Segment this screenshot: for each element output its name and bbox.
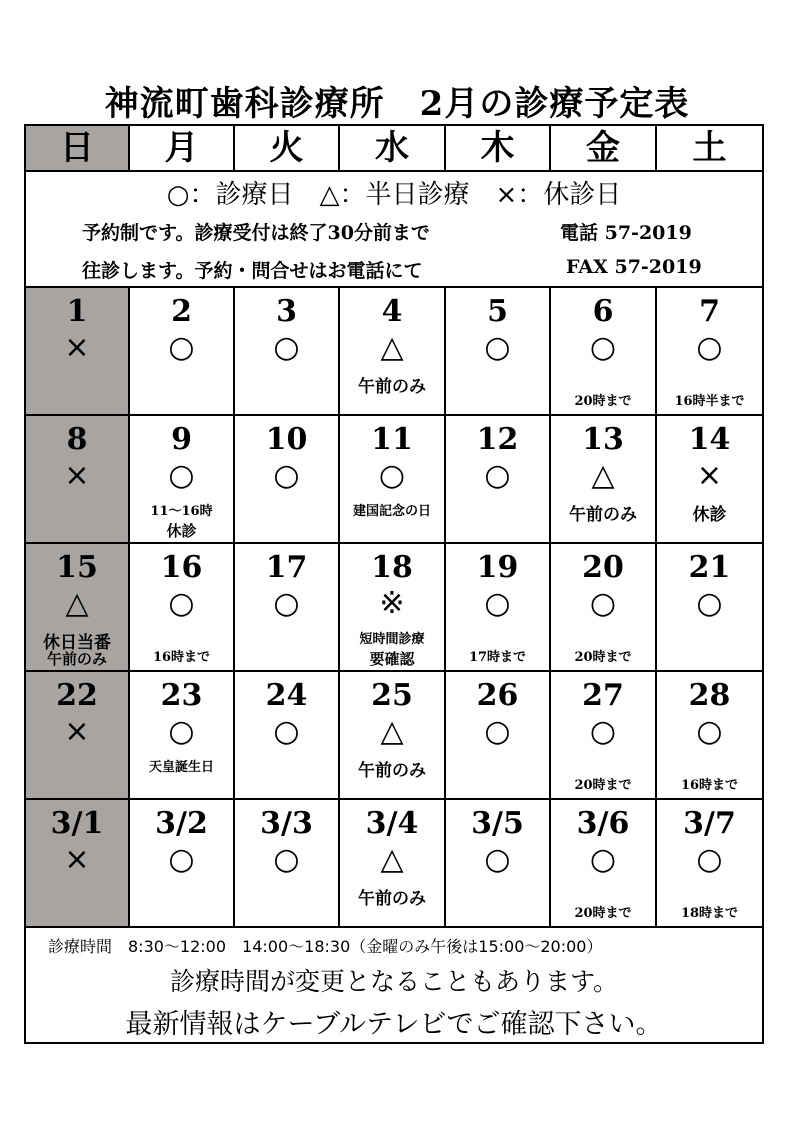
calendar-week-row: [26, 288, 762, 416]
day-number: 6: [592, 294, 614, 329]
weekday-fri: 金: [551, 126, 657, 170]
calendar-week-row: [26, 800, 762, 928]
calendar-day-cell: [551, 544, 657, 670]
cable-tv-notice: 最新情報はケーブルテレビでご確認下さい。: [125, 1009, 663, 1040]
calendar-day-cell: [235, 672, 340, 798]
calendar-day-cell: [130, 672, 235, 798]
day-note: 午前のみ: [358, 889, 426, 909]
day-note-secondary: 16時まで: [680, 778, 739, 793]
calendar-day-cell: [26, 672, 130, 798]
status-mark: ○: [484, 330, 511, 365]
calendar-day-cell: [26, 800, 130, 926]
day-note-secondary: 18時まで: [680, 906, 739, 921]
day-number: 7: [699, 294, 720, 329]
symbol-legend: ○：診療日 △：半日診療 ×：休診日: [166, 180, 622, 210]
status-mark: ○: [484, 714, 511, 749]
day-note: 午前のみ: [358, 377, 426, 397]
status-mark: ○: [589, 714, 617, 749]
day-number: 4: [381, 294, 403, 329]
day-number: 3/4: [365, 806, 419, 841]
day-number: 21: [688, 550, 731, 585]
calendar-day-cell: [446, 672, 551, 798]
status-mark: ○: [484, 458, 511, 493]
day-number: 3/6: [576, 806, 630, 841]
clinic-hours: 診療時間 8:30～12:00 14:00～18:30（金曜のみ午後は15:00～20:00）: [48, 937, 603, 956]
weekday-sun: 日: [26, 126, 130, 170]
day-number: 26: [476, 678, 519, 713]
day-number: 28: [688, 678, 731, 713]
day-number: 25: [371, 678, 413, 713]
calendar-day-cell: [340, 800, 446, 926]
status-mark: △: [380, 330, 404, 365]
status-mark: ○: [589, 842, 617, 877]
day-number: 8: [66, 422, 88, 457]
calendar-day-cell: [446, 544, 551, 670]
day-number: 23: [160, 678, 203, 713]
day-number: 1: [66, 294, 88, 329]
weekday-sat: 土: [692, 128, 727, 168]
calendar-day-cell: [657, 800, 762, 926]
day-note-secondary: 午前のみ: [46, 650, 107, 668]
day-number: 18: [371, 550, 413, 585]
phone-number: 電話 57-2019: [560, 222, 692, 244]
day-number: 13: [582, 422, 624, 457]
day-note: 建国記念の日: [352, 504, 431, 519]
day-number: 24: [265, 678, 308, 713]
status-mark: ○: [696, 586, 723, 621]
calendar-day-cell: [446, 288, 551, 414]
calendar-day-cell: [130, 288, 235, 414]
footer: [26, 928, 762, 1042]
day-number: 5: [487, 294, 508, 329]
weekday-header: [26, 126, 762, 172]
day-note-secondary: 20時まで: [574, 394, 632, 409]
status-mark: ×: [64, 714, 90, 749]
day-number: 14: [688, 422, 731, 457]
status-mark: ×: [696, 458, 723, 493]
day-note-secondary: 16時まで: [152, 650, 211, 665]
calendar-day-cell: [340, 288, 446, 414]
calendar-day-cell: [235, 416, 340, 542]
calendar-day-cell: [657, 672, 762, 798]
status-mark: ○: [168, 714, 195, 749]
day-number: 3/2: [155, 806, 208, 841]
status-mark: ○: [484, 586, 511, 621]
calendar-day-cell: [130, 416, 235, 542]
status-mark: ○: [273, 586, 300, 621]
day-number: 19: [476, 550, 519, 585]
calendar-day-cell: [340, 416, 446, 542]
day-note-secondary: 20時まで: [574, 778, 632, 793]
status-mark: ○: [273, 330, 300, 365]
status-mark: ○: [273, 714, 300, 749]
weekday-thu: 木: [446, 126, 551, 170]
day-note: 短時間診療: [359, 632, 425, 647]
calendar-day-cell: [657, 288, 762, 414]
page-title: 神流町歯科診療所 2月の診療予定表: [104, 84, 690, 124]
day-number: 16: [160, 550, 203, 585]
day-note-secondary: 17時まで: [468, 650, 527, 665]
status-mark: ×: [64, 458, 90, 493]
calendar-day-cell: [130, 544, 235, 670]
day-number: 22: [56, 678, 98, 713]
status-mark: ○: [378, 458, 406, 493]
status-mark: ○: [168, 458, 195, 493]
reservation-note: 予約制です。診療受付は終了30分前まで: [82, 222, 430, 244]
calendar-day-cell: [340, 544, 446, 670]
calendar-day-cell: [551, 416, 657, 542]
change-notice: 診療時間が変更となることもあります。: [169, 967, 618, 996]
status-mark: ○: [589, 586, 617, 621]
status-mark: ○: [168, 586, 195, 621]
weekday-tue: 火: [235, 126, 340, 170]
status-mark: ○: [696, 330, 723, 365]
day-note-secondary: 16時半まで: [674, 394, 745, 409]
calendar-day-cell: [446, 800, 551, 926]
status-mark: △: [591, 458, 615, 493]
day-number: 3/7: [683, 806, 736, 841]
legend-box: [26, 170, 762, 288]
day-number: 10: [265, 422, 308, 457]
day-number: 3/3: [260, 806, 313, 841]
calendar-day-cell: [26, 416, 130, 542]
day-note: 休日当番: [43, 633, 111, 653]
calendar-week-row: [26, 416, 762, 544]
status-mark: ○: [696, 842, 723, 877]
day-note-secondary: 20時まで: [574, 650, 632, 665]
day-note-secondary: 休診: [166, 522, 197, 540]
status-mark: ○: [168, 842, 195, 877]
day-note: 11～16時: [150, 504, 213, 519]
status-mark: ○: [273, 842, 300, 877]
day-note: 休診: [692, 505, 727, 525]
day-number: 2: [171, 294, 192, 329]
status-mark: △: [380, 842, 404, 877]
calendar-day-cell: [551, 288, 657, 414]
status-mark: △: [380, 714, 404, 749]
house-call-note: 往診します。予約・問合せはお電話にて: [82, 260, 423, 282]
day-note: 午前のみ: [358, 761, 426, 781]
calendar-day-cell: [657, 416, 762, 542]
day-note-secondary: 要確認: [369, 650, 415, 668]
schedule-table: [24, 124, 764, 1044]
day-note: 天皇誕生日: [148, 760, 214, 775]
fax-number: FAX 57-2019: [566, 256, 702, 278]
day-number: 9: [171, 422, 192, 457]
weekday-wed: 水: [340, 126, 446, 170]
day-number: 27: [582, 678, 624, 713]
calendar-grid: [26, 288, 762, 928]
status-mark: ○: [273, 458, 300, 493]
calendar-day-cell: [551, 800, 657, 926]
status-mark: ○: [484, 842, 511, 877]
calendar-day-cell: [26, 544, 130, 670]
calendar-day-cell: [26, 288, 130, 414]
calendar-day-cell: [130, 800, 235, 926]
day-number: 17: [265, 550, 308, 585]
calendar-week-row: [26, 672, 762, 800]
day-note-secondary: 20時まで: [574, 906, 632, 921]
calendar-day-cell: [340, 672, 446, 798]
status-mark: ×: [64, 842, 90, 877]
status-mark: △: [65, 586, 89, 621]
status-mark: ○: [168, 330, 195, 365]
day-number: 12: [476, 422, 519, 457]
calendar-week-row: [26, 544, 762, 672]
calendar-day-cell: [446, 416, 551, 542]
weekday-mon: 月: [130, 126, 235, 170]
day-number: 20: [582, 550, 624, 585]
day-number: 3/1: [50, 806, 104, 841]
calendar-day-cell: [235, 288, 340, 414]
day-number: 3/5: [471, 806, 524, 841]
calendar-day-cell: [551, 672, 657, 798]
status-mark: ×: [64, 330, 90, 365]
day-number: 3: [276, 294, 297, 329]
status-mark: ○: [589, 330, 617, 365]
calendar-day-cell: [235, 544, 340, 670]
status-mark: ※: [379, 586, 405, 621]
day-number: 11: [371, 422, 413, 457]
calendar-day-cell: [657, 544, 762, 670]
day-number: 15: [56, 550, 98, 585]
calendar-day-cell: [235, 800, 340, 926]
day-note: 午前のみ: [569, 505, 637, 525]
status-mark: ○: [696, 714, 723, 749]
